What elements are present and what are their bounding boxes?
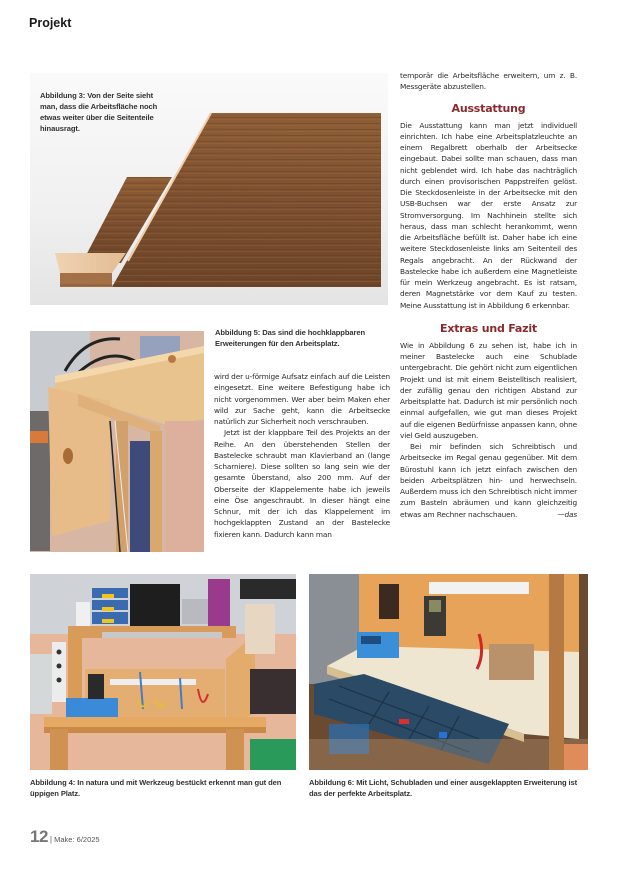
paragraph: wird der u-förmige Aufsatz einfach auf die Leisten eingesetzt. Eine weitere Befestigung habe ich nicht vorgenommen. Wer aber beim Maken eher wild zur Sache geht, kann die Arbeitsecke natürlich zur Sicherheit noch verschrauben. [214,372,390,426]
figure-5-caption: Abbildung 5: Das sind die hochklappbaren Erweiterungen für den Arbeitsplatz. [215,328,365,348]
work-surface-edge [55,253,126,273]
figure-4-photo-workbench [30,574,296,770]
middle-column-text [214,371,390,540]
paragraph: Jetzt ist der klappbare Teil des Projekts an der Reihe. An den überstehenden Stellen der Bastelecke schraubt man Klavierband an (lange Scharniere). Diese sollten so lang sein wie der gesamte Überstand, also 200 mm. Auf der Oberseite der Klappelemente habe ich jeweils eine Öse angeschraubt. In dieser hängt eine Schnur, mit der ich das Klappelement im hochgeklappten Zustand an der Bastelecke fixieren kann. Dadurch kann man [214,428,390,539]
figure-3 [30,73,388,305]
magazine-issue: Make: 6/2025 [54,835,100,844]
figure-6-photo-workbench-with-drawer [309,574,588,770]
figure-5-photo-hinged-extension [30,331,204,552]
figure-3-caption: Abbildung 3: Von der Seite sieht man, dass die Arbeitsfläche noch etwas weiter über die Seitenteile hinausragt. [40,91,158,133]
figure-6-caption: Abbildung 6: Mit Licht, Schubladen und einer ausgeklappten Erweiterung ist das der perfekte Arbeitsplatz. [309,778,578,798]
right-column [400,70,577,520]
section-label: Projekt [29,16,72,30]
figure-4 [30,574,296,770]
author-signature: —das [557,509,577,519]
figure-5 [30,331,204,552]
figure-4-caption: Abbildung 4: In natura und mit Werkzeug bestückt erkennt man gut den üppigen Platz. [30,778,282,798]
figure-6 [309,574,588,770]
paragraph: Die Ausstattung kann man jetzt individuell einrichten. Ich habe eine Arbeitsplatzleuchte an einem Regalbrett oberhalb der Arbeitsecke eingebaut. Dabei sollte man schauen, dass man nicht geblendet wird. Ich habe das nachträglich durch einen provisorischen Pappstreifen gelöst. Die Steckdosenleiste in der Arbeitsecke mit den USB-Buchsen war der erste Ansatz zur Stromversorgung. Im Nachhinein stellte sich heraus, dass man schlecht herankommt, wenn die Arbeitsfläche befüllt ist. Daher habe ich eine weitere Steckdosenleiste links am Seitenteil des Regals angebracht. An der Rückwand der Bastelecke habe ich außerdem eine Magnetleiste für mein Werkzeug angebracht. Es ist ratsam, deren Magnetstärke vor dem Kauf zu testen. Meine Ausstattung ist in Abbildung 6 erkennbar. [400,120,577,310]
footer-separator: | [49,834,53,844]
paragraph: temporär die Arbeitsfläche erweitern, um z. B. Messgeräte abzustellen. [400,71,577,92]
paragraph: Wie in Abbildung 6 zu sehen ist, habe ich in meiner Bastelecke auch eine Schublade untergebracht. Die gehört nicht zum eigentlichen Projekt und ist mit einem Beistelltisch realisiert, der zufällig genau den richtigen Abstand zur Arbeitsplatte hat. Dadurch ist mir persönlich noch einmal aufgefallen, wie gut man dieses Projekt auf die eigenen Bedürfnisse anpassen kann, ohne viel Geld auszugeben. [400,340,577,440]
page-footer [30,827,100,847]
page-number: 12 [30,827,48,846]
heading-extras-und-fazit: Extras und Fazit [440,321,537,335]
paragraph-text: Bei mir befinden sich Schreibtisch und Arbeitsecke im Regal genau gegenüber. Mit dem Bürostuhl kann ich jetzt einfach zwischen den beiden Arbeitsplätzen hin- und herwechseln. Außerdem muss ich den Schreibtisch nicht immer zum Basteln abräumen und kann gleichzeitig etwas am Rechner nachschauen. [400,442,577,519]
heading-ausstattung: Ausstattung [451,101,526,115]
paragraph [400,441,577,520]
